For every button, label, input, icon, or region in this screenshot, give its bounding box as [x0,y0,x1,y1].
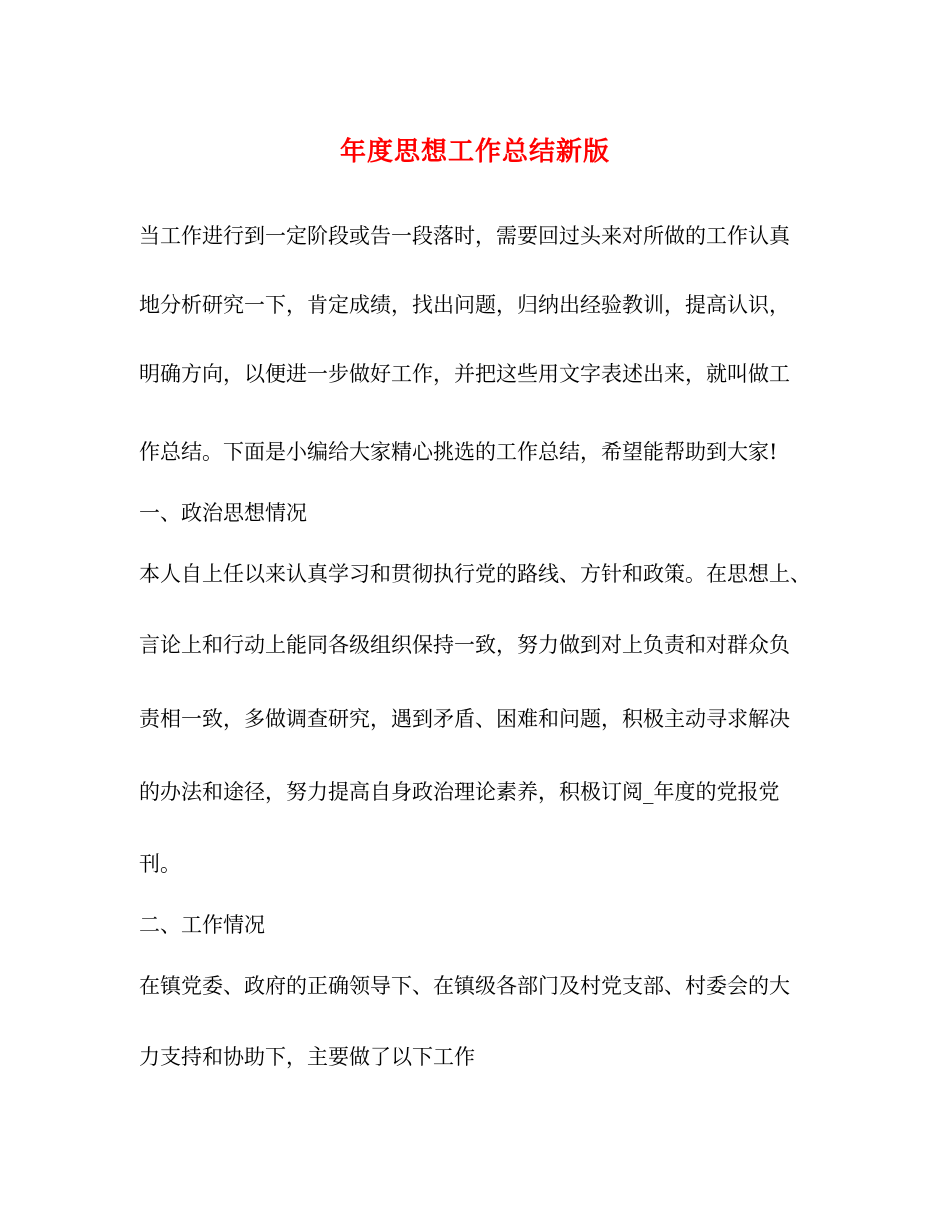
paragraph-line: 力支持和协助下，主要做了以下工作 [139,1045,475,1069]
paragraph-line: 责相一致，多做调查研究，遇到矛盾、困难和问题，积极主动寻求解决 [139,707,790,731]
paragraph-line: 刊。 [139,852,181,876]
section-heading: 二、工作情况 [139,913,265,937]
paragraph-line: 在镇党委、政府的正确领导下、在镇级各部门及村党支部、村委会的大 [139,974,790,998]
paragraph-line: 明确方向，以便进一步做好工作，并把这些用文字表述出来，就叫做工 [139,362,790,386]
paragraph-line: 作总结。下面是小编给大家精心挑选的工作总结，希望能帮助到大家! [139,440,778,464]
paragraph-line: 地分析研究一下，肯定成绩，找出问题，归纳出经验教训，提高认识， [139,293,790,317]
paragraph-line: 言论上和行动上能同各级组织保持一致，努力做到对上负责和对群众负 [139,633,790,657]
document-title: 年度思想工作总结新版 [339,137,610,167]
paragraph-line: 本人自上任以来认真学习和贯彻执行党的路线、方针和政策。在思想上、 [139,562,811,586]
paragraph-line: 当工作进行到一定阶段或告一段落时，需要回过头来对所做的工作认真 [139,224,790,248]
section-heading: 一、政治思想情况 [139,501,307,525]
paragraph-line: 的办法和途径，努力提高自身政治理论素养，积极订阅_年度的党报党 [139,780,780,804]
